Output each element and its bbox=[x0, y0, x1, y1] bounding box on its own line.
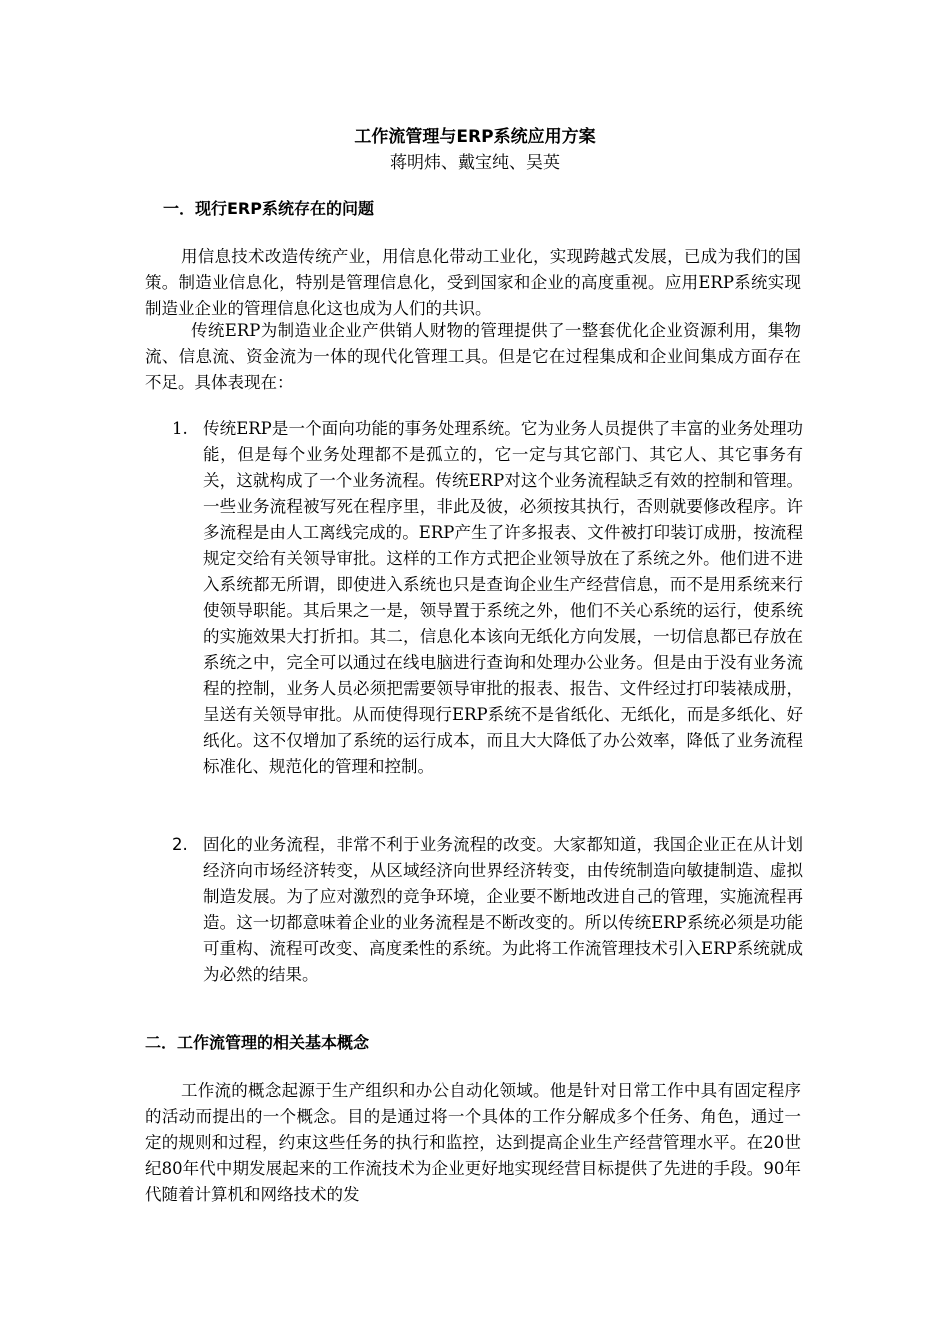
document-authors: 蒋明炜、戴宝纯、吴英 bbox=[390, 153, 560, 173]
section-1-paragraph-1: 用信息技术改造传统产业，用信息化带动工业化，实现跨越式发展，已成为我们的国策。制造业信息化，特别是管理信息化，受到国家和企业的高度重视。应用ERP系统实现制造业企业的管理信息化这也成为人们的共识。 bbox=[145, 247, 801, 318]
section-2-heading: 二．工作流管理的相关基本概念 bbox=[145, 1033, 370, 1052]
section-1-heading: 一．现行ERP系统存在的问题 bbox=[163, 199, 374, 218]
list-item-2-number: 2. bbox=[172, 835, 188, 854]
section-1-paragraph-2: 传统ERP为制造业企业产供销人财物的管理提供了一整套优化企业资源利用，集物流、信息流、资金流为一体的现代化管理工具。但是它在过程集成和企业间集成方面存在不足。具体表现在： bbox=[145, 321, 801, 392]
section-2-paragraph-1: 工作流的概念起源于生产组织和办公自动化领域。他是针对日常工作中具有固定程序的活动而提出的一个概念。目的是通过将一个具体的工作分解成多个任务、角色，通过一定的规则和过程，约束这些任务的执行和监控，达到提高企业生产经营管理水平。在20世纪80年代中期发展起来的工作流技术为企业更好地实现经营目标提供了先进的手段。90年代随着计算机和网络技术的发 bbox=[145, 1081, 801, 1204]
list-item-2-text: 固化的业务流程，非常不利于业务流程的改变。大家都知道，我国企业正在从计划经济向市场经济转变，从区域经济向世界经济转变，由传统制造向敏捷制造、虚拟制造发展。为了应对激烈的竞争环境，企业要不断地改进自己的管理，实施流程再造。这一切都意味着企业的业务流程是不断改变的。所以传统ERP系统必须是功能可重构、流程可改变、高度柔性的系统。为此将工作流管理技术引入ERP系统就成为必然的结果。 bbox=[203, 835, 803, 984]
document-title: 工作流管理与ERP系统应用方案 bbox=[354, 127, 596, 147]
list-item-1-number: 1. bbox=[172, 419, 188, 438]
list-item-1-text: 传统ERP是一个面向功能的事务处理系统。它为业务人员提供了丰富的业务处理功能，但是每个业务处理都不是孤立的，它一定与其它部门、其它人、其它事务有关，这就构成了一个业务流程。传统ERP对这个业务流程缺乏有效的控制和管理。一些业务流程被写死在程序里，非此及彼，必须按其执行，否则就要修改程序。许多流程是由人工离线完成的。ERP产生了许多报表、文件被打印装订成册，按流程规定交给有关领导审批。这样的工作方式把企业领导放在了系统之外。他们进不进入系统都无所谓，即使进入系统也只是查询企业生产经营信息，而不是用系统来行使领导职能。其后果之一是，领导置于系统之外，他们不关心系统的运行，使系统的实施效果大打折扣。其二，信息化本该向无纸化方向发展，一切信息都已存放在系统之中，完全可以通过在线电脑进行查询和处理办公业务。但是由于没有业务流程的控制，业务人员必须把需要领导审批的报表、报告、文件经过打印装裱成册，呈送有关领导审批。从而使得现行ERP系统不是省纸化、无纸化，而是多纸化、好纸化。这不仅增加了系统的运行成本，而且大大降低了办公效率，降低了业务流程标准化、规范化的管理和控制。 bbox=[203, 419, 803, 776]
